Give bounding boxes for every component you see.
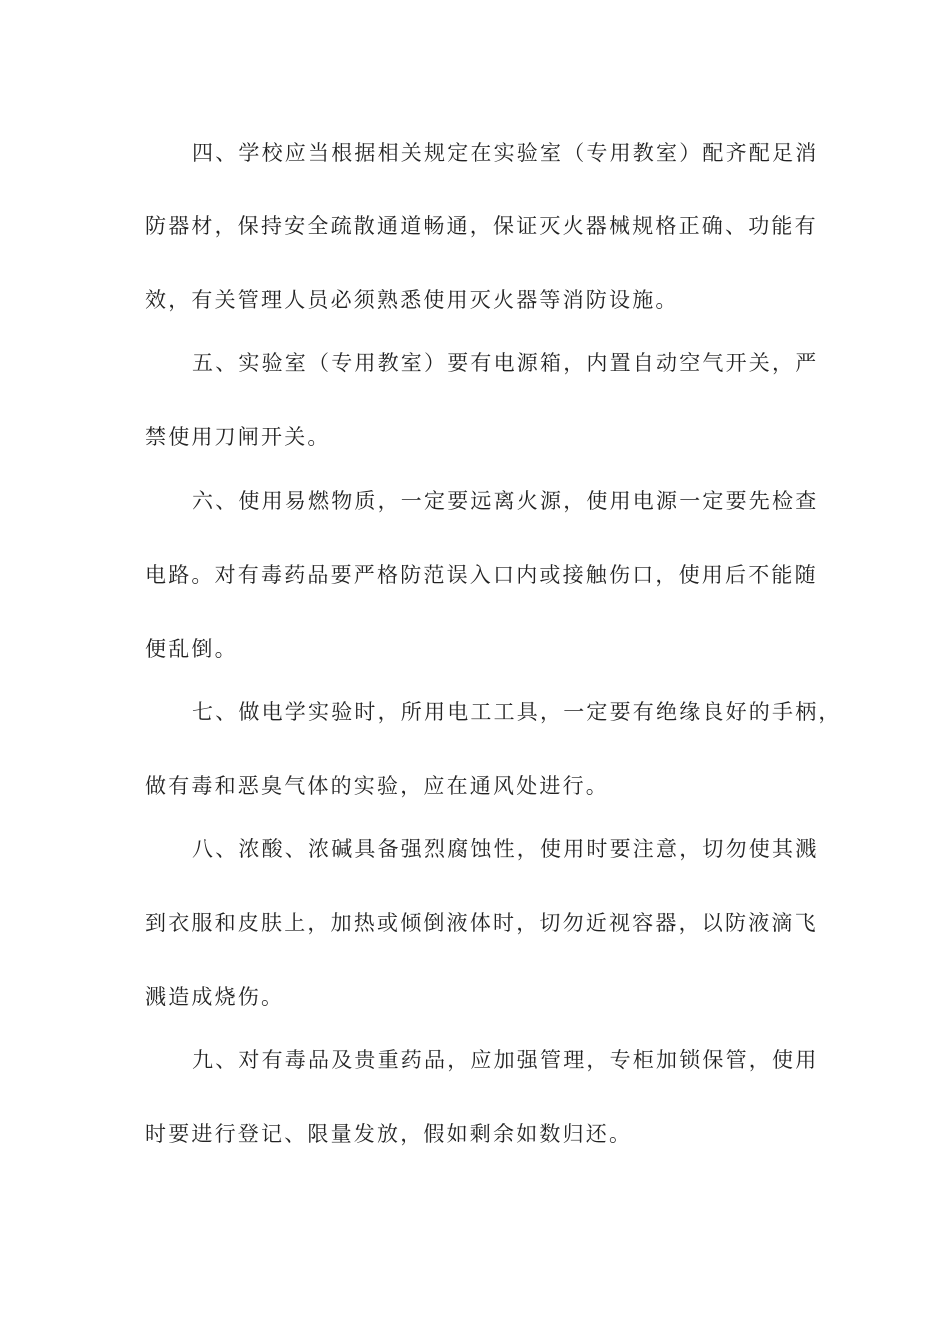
paragraph-6-line-1: 六、使用易燃物质，一定要远离火源，使用电源一定要先检查 (192, 489, 819, 513)
paragraph-6-line-3: 便乱倒。 (145, 637, 238, 661)
paragraph-8-line-1: 八、浓酸、浓碱具备强烈腐蚀性，使用时要注意，切勿使其溅 (192, 837, 819, 861)
paragraph-5-line-1: 五、实验室（专用教室）要有电源箱，内置自动空气开关，严 (192, 351, 819, 375)
paragraph-5-line-2: 禁使用刀闸开关。 (145, 425, 331, 449)
paragraph-9-line-2: 时要进行登记、限量发放，假如剩余如数归还。 (145, 1122, 633, 1146)
paragraph-7-line-1: 七、做电学实验时，所用电工工具，一定要有绝缘良好的手柄， (192, 700, 842, 724)
paragraph-4-line-1: 四、学校应当根据相关规定在实验室（专用教室）配齐配足消 (192, 141, 819, 165)
paragraph-8-line-2: 到衣服和皮肤上，加热或倾倒液体时，切勿近视容器，以防液滴飞 (145, 911, 818, 935)
paragraph-6-line-2: 电路。对有毒药品要严格防范误入口内或接触伤口，使用后不能随 (145, 563, 818, 587)
paragraph-4-line-2: 防器材，保持安全疏散通道畅通，保证灭火器械规格正确、功能有 (145, 214, 818, 238)
paragraph-4-line-3: 效，有关管理人员必须熟悉使用灭火器等消防设施。 (145, 288, 679, 312)
paragraph-7-line-2: 做有毒和恶臭气体的实验，应在通风处进行。 (145, 774, 609, 798)
paragraph-9-line-1: 九、对有毒品及贵重药品，应加强管理，专柜加锁保管，使用 (192, 1048, 819, 1072)
paragraph-8-line-3: 溅造成烧伤。 (145, 985, 285, 1009)
